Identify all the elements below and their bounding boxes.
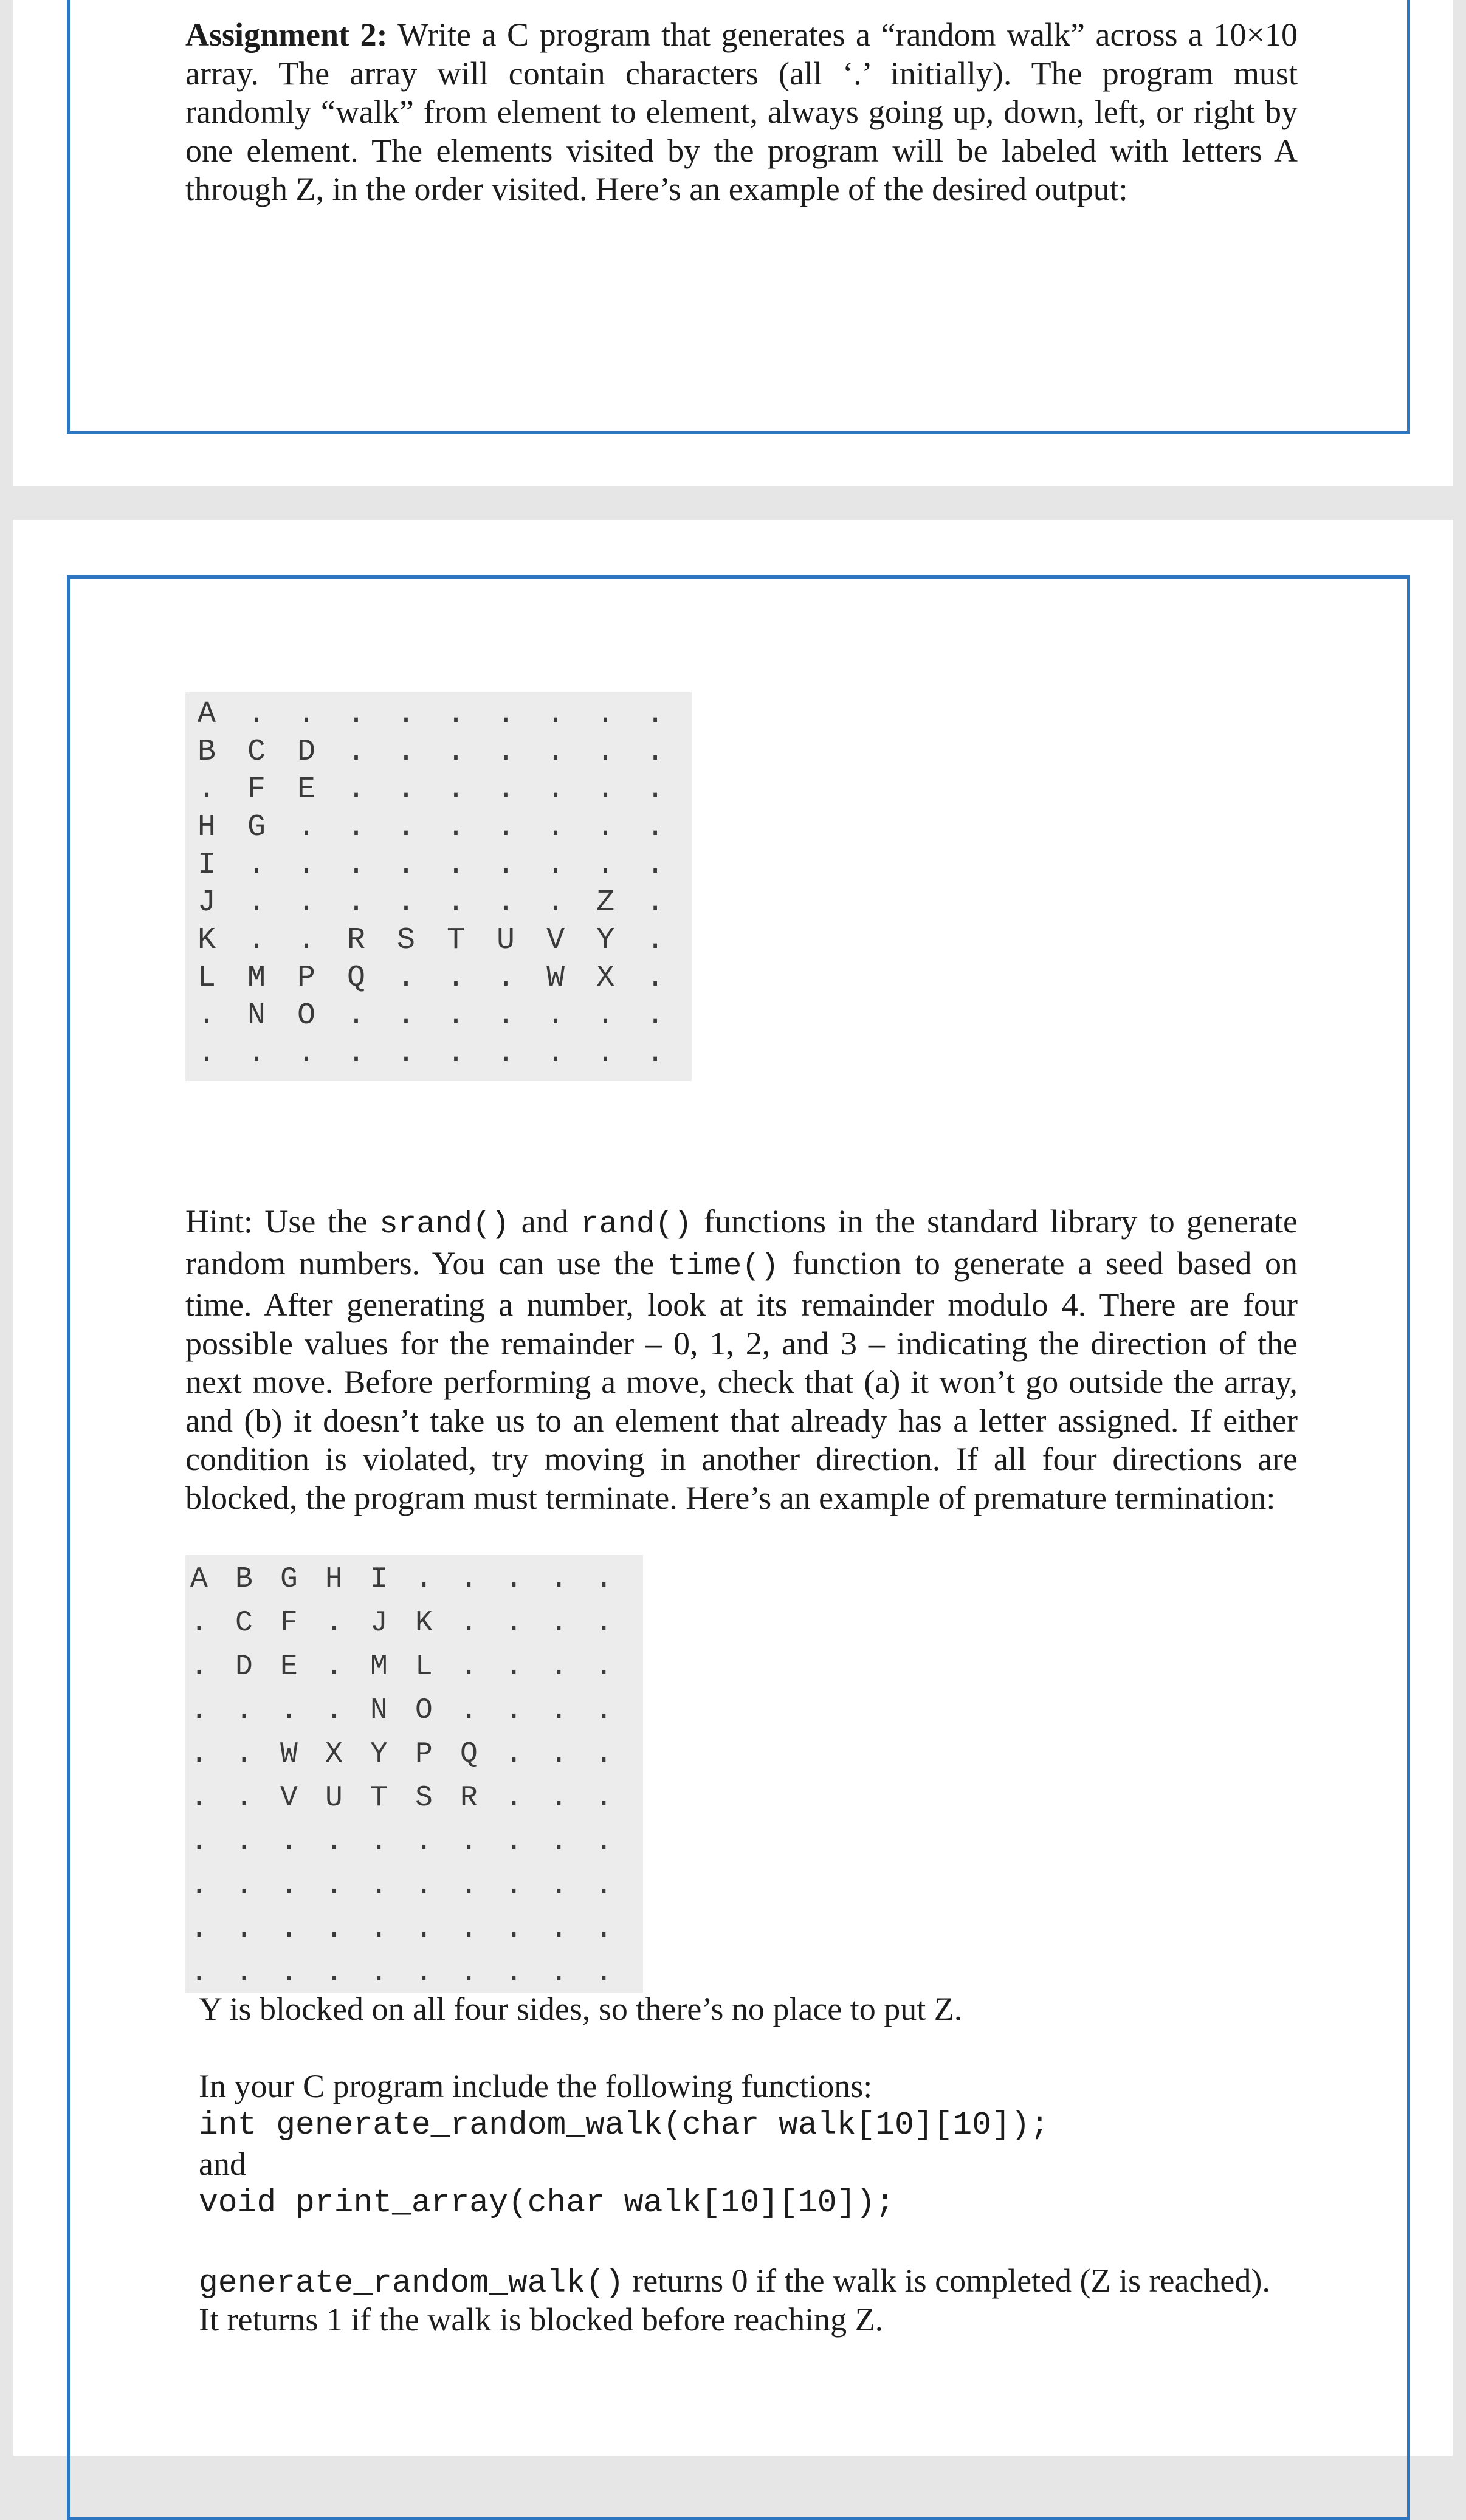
grid-row: A B G H I . . . . .	[190, 1563, 618, 1596]
returns-line-2: It returns 1 if the walk is blocked before reaching Z.	[199, 2301, 884, 2338]
blocked-walk-grid	[185, 1555, 643, 1993]
example-walk-grid	[185, 692, 692, 1081]
func-print-array: void print_array(char walk[10][10]);	[199, 2185, 895, 2221]
grid-row: A . . . . . . . . .	[198, 697, 672, 732]
hint-paragraph	[185, 1203, 1298, 1517]
assignment-paragraph	[185, 16, 1298, 209]
blocked-note: Y is blocked on all four sides, so there’s no place to put Z.	[199, 1991, 963, 2027]
grid-row: B C D . . . . . . .	[198, 735, 672, 769]
grid-row: . . . . . . . . . .	[190, 1957, 618, 1990]
func-generate-random-walk: int generate_random_walk(char walk[10][10]);	[199, 2107, 1050, 2143]
grid-row: . . . . . . . . . .	[190, 1825, 618, 1858]
hint-text-1: Hint: Use the	[185, 1203, 380, 1240]
grid-row: . . V U T S R . . .	[190, 1782, 618, 1814]
hint-text-3: functions in the standard library to generate random numbers. You can use the	[185, 1203, 1298, 1282]
grid-row: . . W X Y P Q . . .	[190, 1738, 618, 1771]
assignment-card	[13, 0, 1453, 486]
grid-row: . . . . N O . . . .	[190, 1694, 618, 1727]
hint-text-2: and	[509, 1203, 581, 1240]
hint-card	[13, 520, 1453, 2456]
returns-text-1: returns 0 if the walk is completed (Z is reached).	[624, 2262, 1270, 2299]
functions-intro: In your C program include the following functions:	[199, 2068, 873, 2104]
and-text: and	[199, 2146, 246, 2182]
assignment-text: Write a C program that generates a “random walk” across a 10×10 array. The array will contain characters (all ‘.’ initially). The program must randomly “walk” from element to element, always going up, down, left, or right by one element. The elements visited by the program will be labeled with letters A through Z, in the order visited. Here’s an example of the desired output:	[185, 16, 1298, 207]
time-function: time()	[667, 1249, 779, 1284]
grid-row: . . . . . . . . . .	[190, 1869, 618, 1902]
grid-row: . . . . . . . . . .	[190, 1913, 618, 1946]
returns-function: generate_random_walk()	[199, 2265, 624, 2301]
rand-function: rand()	[580, 1207, 692, 1242]
grid-row: . F E . . . . . . .	[198, 772, 672, 807]
grid-row: . . . . . . . . . .	[198, 1036, 672, 1071]
grid-row: . C F . J K . . . .	[190, 1607, 618, 1639]
grid-row: . D E . M L . . . .	[190, 1650, 618, 1683]
grid-row: H G . . . . . . . .	[198, 810, 672, 845]
assignment-label: Assignment 2:	[185, 16, 388, 53]
grid-row: K . . R S T U V Y .	[198, 923, 672, 958]
grid-row: I . . . . . . . . .	[198, 848, 672, 882]
grid-row: J . . . . . . . Z .	[198, 885, 672, 920]
hint-text-4: function to generate a seed based on time. After generating a number, look at its remainder modulo 4. There are four possible values for the remainder – 0, 1, 2, and 3 – indicating the direction of the next move. Before performing a move, check that (a) it won’t go outside the array, and (b) it doesn’t take us to an element that already has a letter assigned. If either condition is violated, try moving in another direction. If all four directions are blocked, the program must terminate. Here’s an example of premature termination:	[185, 1245, 1298, 1516]
srand-function: srand()	[379, 1207, 510, 1242]
grid-row: . N O . . . . . . .	[198, 998, 672, 1033]
returns-line-1	[199, 2262, 1270, 2302]
grid-row: L M P Q . . . W X .	[198, 961, 672, 995]
